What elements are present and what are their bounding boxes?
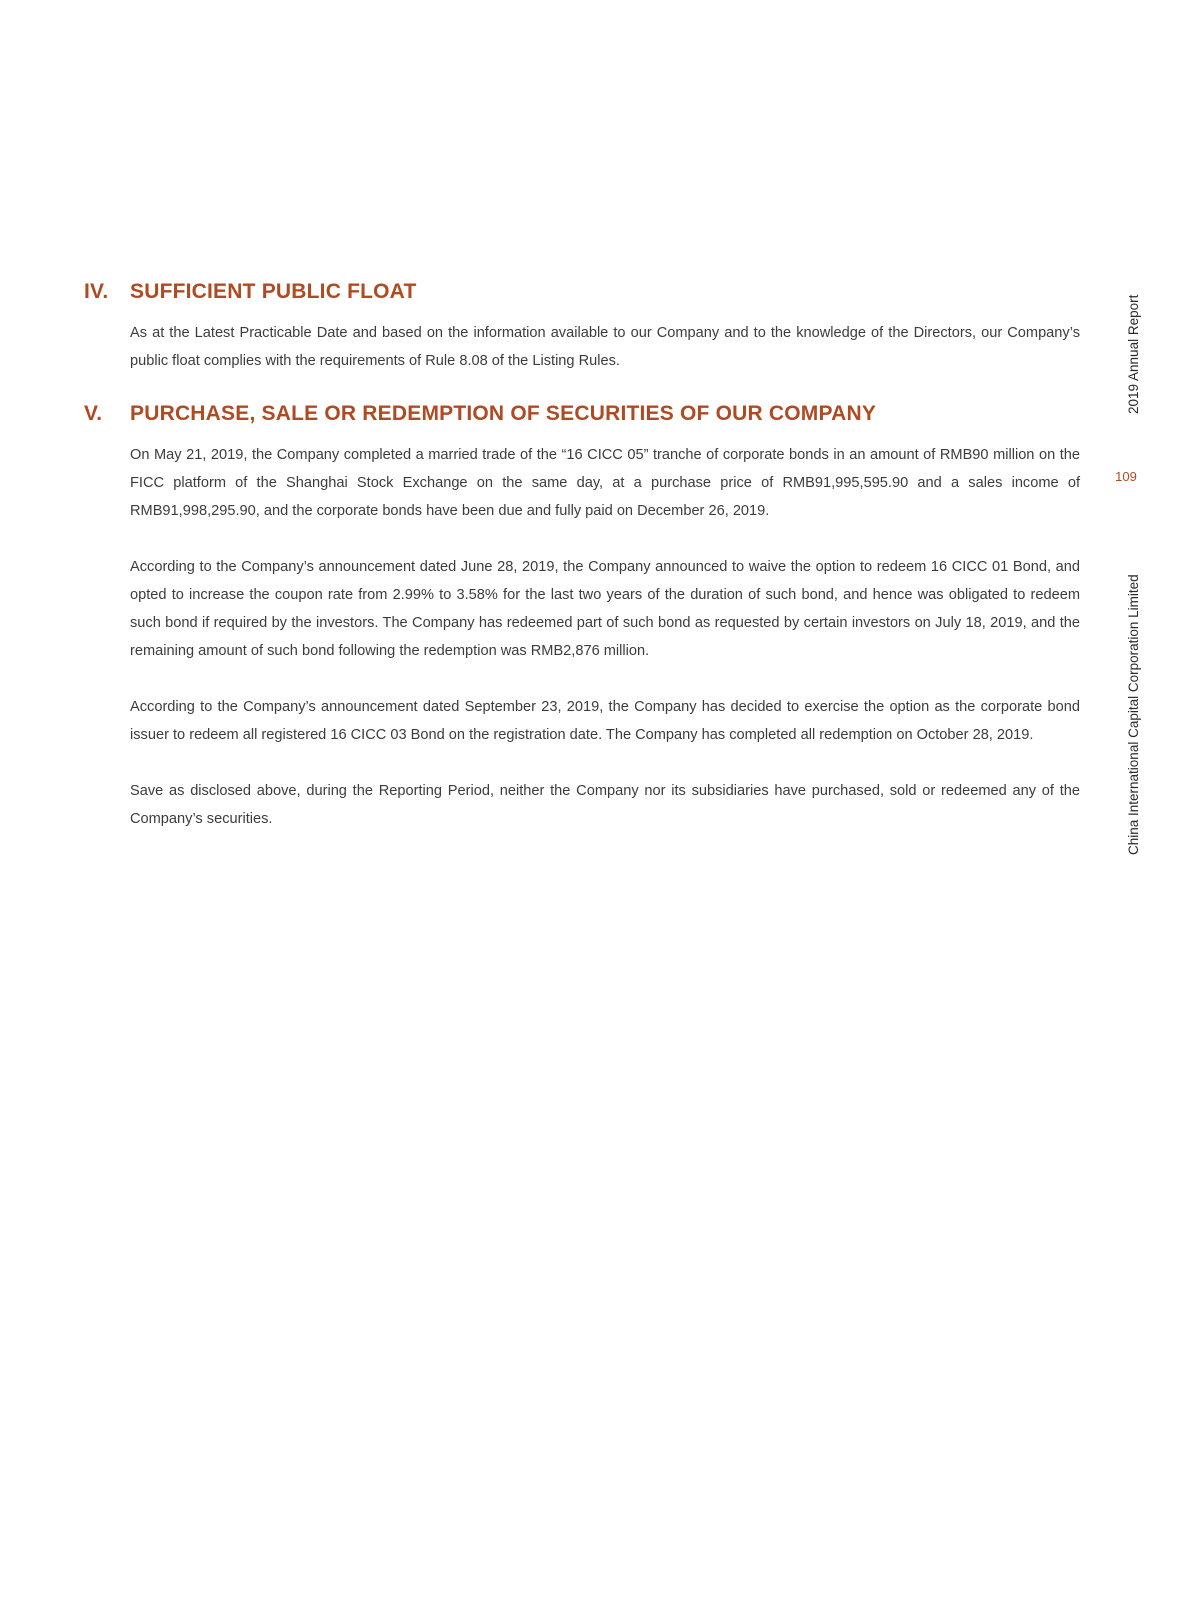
company-name-label: China International Capital Corporation Limited <box>1126 574 1141 855</box>
section-title: PURCHASE, SALE OR REDEMPTION OF SECURITIES OF OUR COMPANY <box>130 402 877 425</box>
section-title: SUFFICIENT PUBLIC FLOAT <box>130 280 417 303</box>
paragraph: Save as disclosed above, during the Reporting Period, neither the Company nor its subsidiaries have purchased, sold or redeemed any of the Company’s securities. <box>130 783 1080 827</box>
section-public-float <box>84 280 1080 375</box>
paragraph: As at the Latest Practicable Date and based on the information available to our Company and to the knowledge of the Directors, our Company’s public float complies with the requirements of Rule 8.08 of the Listing Rules. <box>130 325 1080 369</box>
page-number: 109 <box>1115 469 1137 484</box>
section-number: V. <box>84 402 103 425</box>
paragraph: On May 21, 2019, the Company completed a married trade of the “16 CICC 05” tranche of corporate bonds in an amount of RMB90 million on the FICC platform of the Shanghai Stock Exchange on the same day, at a purchase price of RMB91,995,595.90 and a sales income of RMB91,998,295.90, and the corporate bonds have been due and fully paid on December 26, 2019. <box>130 447 1080 519</box>
section-heading <box>84 402 1080 426</box>
section-body <box>130 319 1080 375</box>
report-title-label: 2019 Annual Report <box>1126 294 1141 414</box>
section-body <box>130 441 1080 833</box>
section-heading <box>84 280 1080 304</box>
section-number: IV. <box>84 280 109 303</box>
paragraph: According to the Company’s announcement dated June 28, 2019, the Company announced to waive the option to redeem 16 CICC 01 Bond, and opted to increase the coupon rate from 2.99% to 3.58% for the last two years of the duration of such bond, and hence was obligated to redeem such bond if required by the investors. The Company has redeemed part of such bond as requested by certain investors on July 18, 2019, and the remaining amount of such bond following the redemption was RMB2,876 million. <box>130 559 1080 659</box>
paragraph: According to the Company’s announcement dated September 23, 2019, the Company has decided to exercise the option as the corporate bond issuer to redeem all registered 16 CICC 03 Bond on the registration date. The Company has completed all redemption on October 28, 2019. <box>130 699 1080 743</box>
section-purchase-sale-redemption <box>84 402 1080 833</box>
